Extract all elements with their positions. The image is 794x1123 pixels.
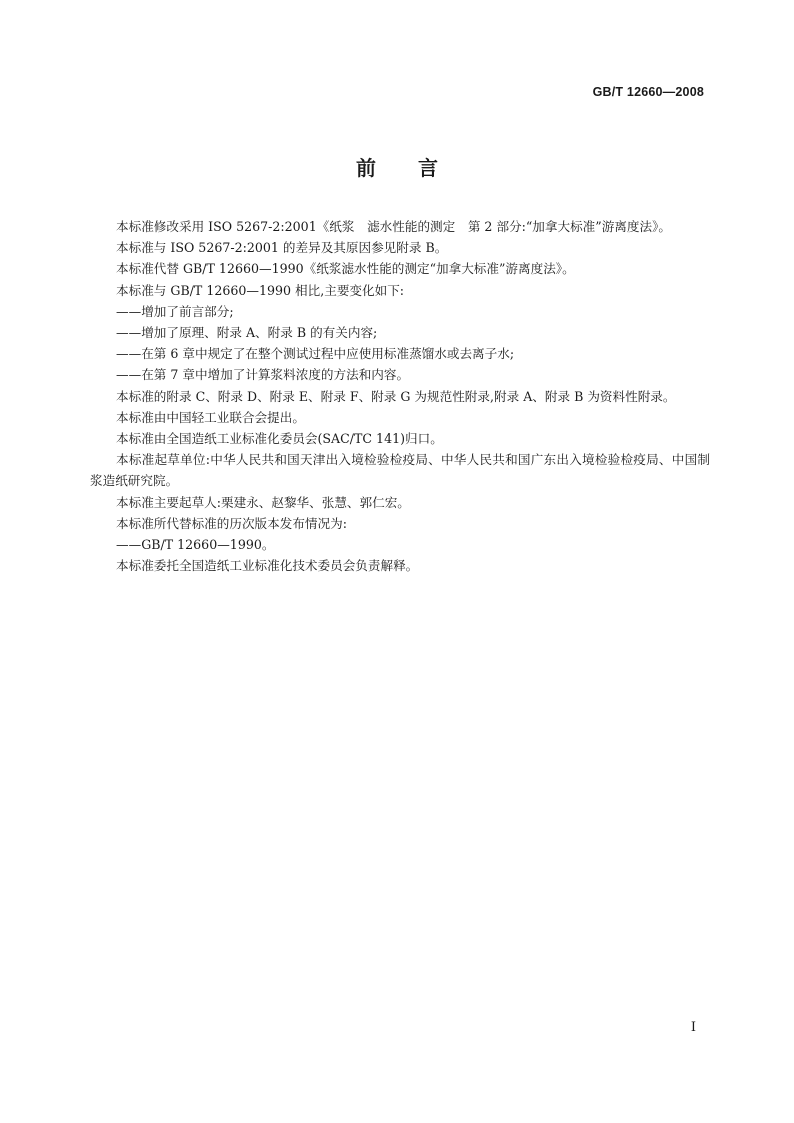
paragraph-drafters: 本标准主要起草人:栗建永、赵黎华、张慧、郭仁宏。: [116, 494, 410, 510]
document-body: [90, 216, 710, 576]
paragraph-changes-intro: 本标准与 GB/T 12660—1990 相比,主要变化如下:: [116, 282, 405, 298]
page-number: I: [690, 1020, 696, 1035]
standard-code: GB/T 12660—2008: [592, 85, 704, 99]
paragraph-drafting-units: 本标准起草单位:中华人民共和国天津出入境检验检疫局、中华人民共和国广东出入境检验检疫局、中国制浆造纸研究院。: [90, 452, 710, 489]
list-item-history: ——GB/T 12660—1990。: [116, 537, 275, 553]
paragraph-committee: 本标准由全国造纸工业标准化委员会(SAC/TC 141)归口。: [116, 431, 443, 447]
list-item-change: ——增加了原理、附录 A、附录 B 的有关内容;: [116, 325, 378, 341]
list-item-change: ——增加了前言部分;: [116, 303, 234, 319]
paragraph-interpretation: 本标准委托全国造纸工业标准化技术委员会负责解释。: [116, 558, 419, 574]
paragraph-proposer: 本标准由中国轻工业联合会提出。: [116, 409, 305, 425]
paragraph-annexes: 本标准的附录 C、附录 D、附录 E、附录 F、附录 G 为规范性附录,附录 A、附录 B 为资料性附录。: [116, 388, 676, 404]
list-item-change: ——在第 6 章中规定了在整个测试过程中应使用标准蒸馏水或去离子水;: [116, 346, 515, 362]
page-title: 前言: [356, 156, 480, 180]
paragraph-replaces: 本标准代替 GB/T 12660—1990《纸浆滤水性能的测定“加拿大标准”游离度法》。: [116, 261, 575, 277]
list-item-change: ——在第 7 章中增加了计算浆料浓度的方法和内容。: [116, 367, 410, 383]
paragraph-history-intro: 本标准所代替标准的历次版本发布情况为:: [116, 515, 347, 531]
paragraph-differences: 本标准与 ISO 5267-2:2001 的差异及其原因参见附录 B。: [116, 240, 448, 256]
paragraph-adoption: 本标准修改采用 ISO 5267-2:2001《纸浆 滤水性能的测定 第 2 部分:“加拿大标准”游离度法》。: [116, 219, 671, 234]
